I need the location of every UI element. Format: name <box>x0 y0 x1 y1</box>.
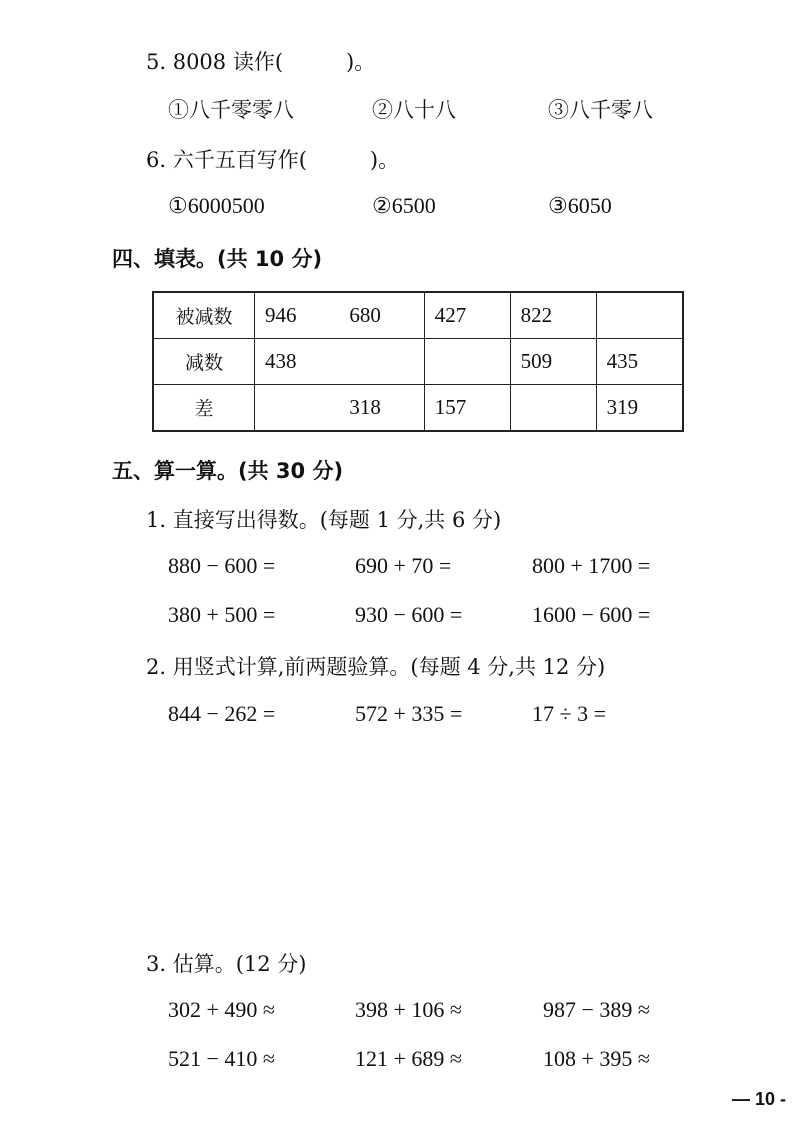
part-2-title: 2. 用竖式计算,前两题验算。(每题 4 分,共 12 分) <box>146 655 606 679</box>
q6-option-3: ③6050 <box>548 193 612 218</box>
estimate-item: 302 + 490 ≈ <box>168 997 275 1022</box>
calc-item: 880 − 600 = <box>168 553 276 578</box>
row-header: 差 <box>153 385 255 432</box>
calc-item: 930 − 600 = <box>355 602 463 627</box>
table-cell: 318 <box>339 385 424 432</box>
row-header: 减数 <box>153 339 255 385</box>
table-cell <box>255 385 340 432</box>
table-row <box>153 339 683 385</box>
question-5: 5. 8008 读作( )。 <box>146 50 376 74</box>
calc-item: 690 + 70 = <box>355 553 452 578</box>
calc-item: 380 + 500 = <box>168 602 276 627</box>
table-cell: 435 <box>596 339 683 385</box>
calc-item: 572 + 335 = <box>355 701 463 726</box>
section-5-title: 五、算一算。(共 30 分) <box>112 459 344 483</box>
table-row <box>153 385 683 432</box>
table-cell <box>339 339 424 385</box>
estimate-item: 398 + 106 ≈ <box>355 997 462 1022</box>
page-number: — 10 - <box>732 1089 787 1109</box>
calc-item: 1600 − 600 = <box>532 602 651 627</box>
calc-item: 800 + 1700 = <box>532 553 651 578</box>
estimate-item: 521 − 410 ≈ <box>168 1046 275 1071</box>
calc-item: 844 − 262 = <box>168 701 276 726</box>
table-cell <box>424 339 510 385</box>
q5-option-3: ③八千零八 <box>548 98 653 122</box>
section-4-title: 四、填表。(共 10 分) <box>112 247 323 271</box>
estimate-item: 108 + 395 ≈ <box>543 1046 650 1071</box>
q6-option-2: ②6500 <box>372 193 436 218</box>
table-cell: 319 <box>596 385 683 432</box>
estimate-item: 121 + 689 ≈ <box>355 1046 462 1071</box>
calc-item: 17 ÷ 3 = <box>532 701 606 726</box>
question-6: 6. 六千五百写作( )。 <box>146 148 400 172</box>
table-cell <box>596 292 683 339</box>
table-row <box>153 292 683 339</box>
table-cell <box>510 385 596 432</box>
table-cell: 946 <box>255 292 340 339</box>
table-cell: 438 <box>255 339 340 385</box>
table-cell: 822 <box>510 292 596 339</box>
q6-option-1: ①6000500 <box>168 193 265 218</box>
part-3-title: 3. 估算。(12 分) <box>146 952 307 976</box>
part-1-title: 1. 直接写出得数。(每题 1 分,共 6 分) <box>146 508 502 532</box>
table-cell: 427 <box>424 292 510 339</box>
table-cell: 680 <box>339 292 424 339</box>
row-header: 被减数 <box>153 292 255 339</box>
q5-option-2: ②八十八 <box>372 98 456 122</box>
subtraction-table <box>152 291 684 432</box>
table-cell: 157 <box>424 385 510 432</box>
estimate-item: 987 − 389 ≈ <box>543 997 650 1022</box>
table-cell: 509 <box>510 339 596 385</box>
q5-option-1: ①八千零零八 <box>168 98 294 122</box>
